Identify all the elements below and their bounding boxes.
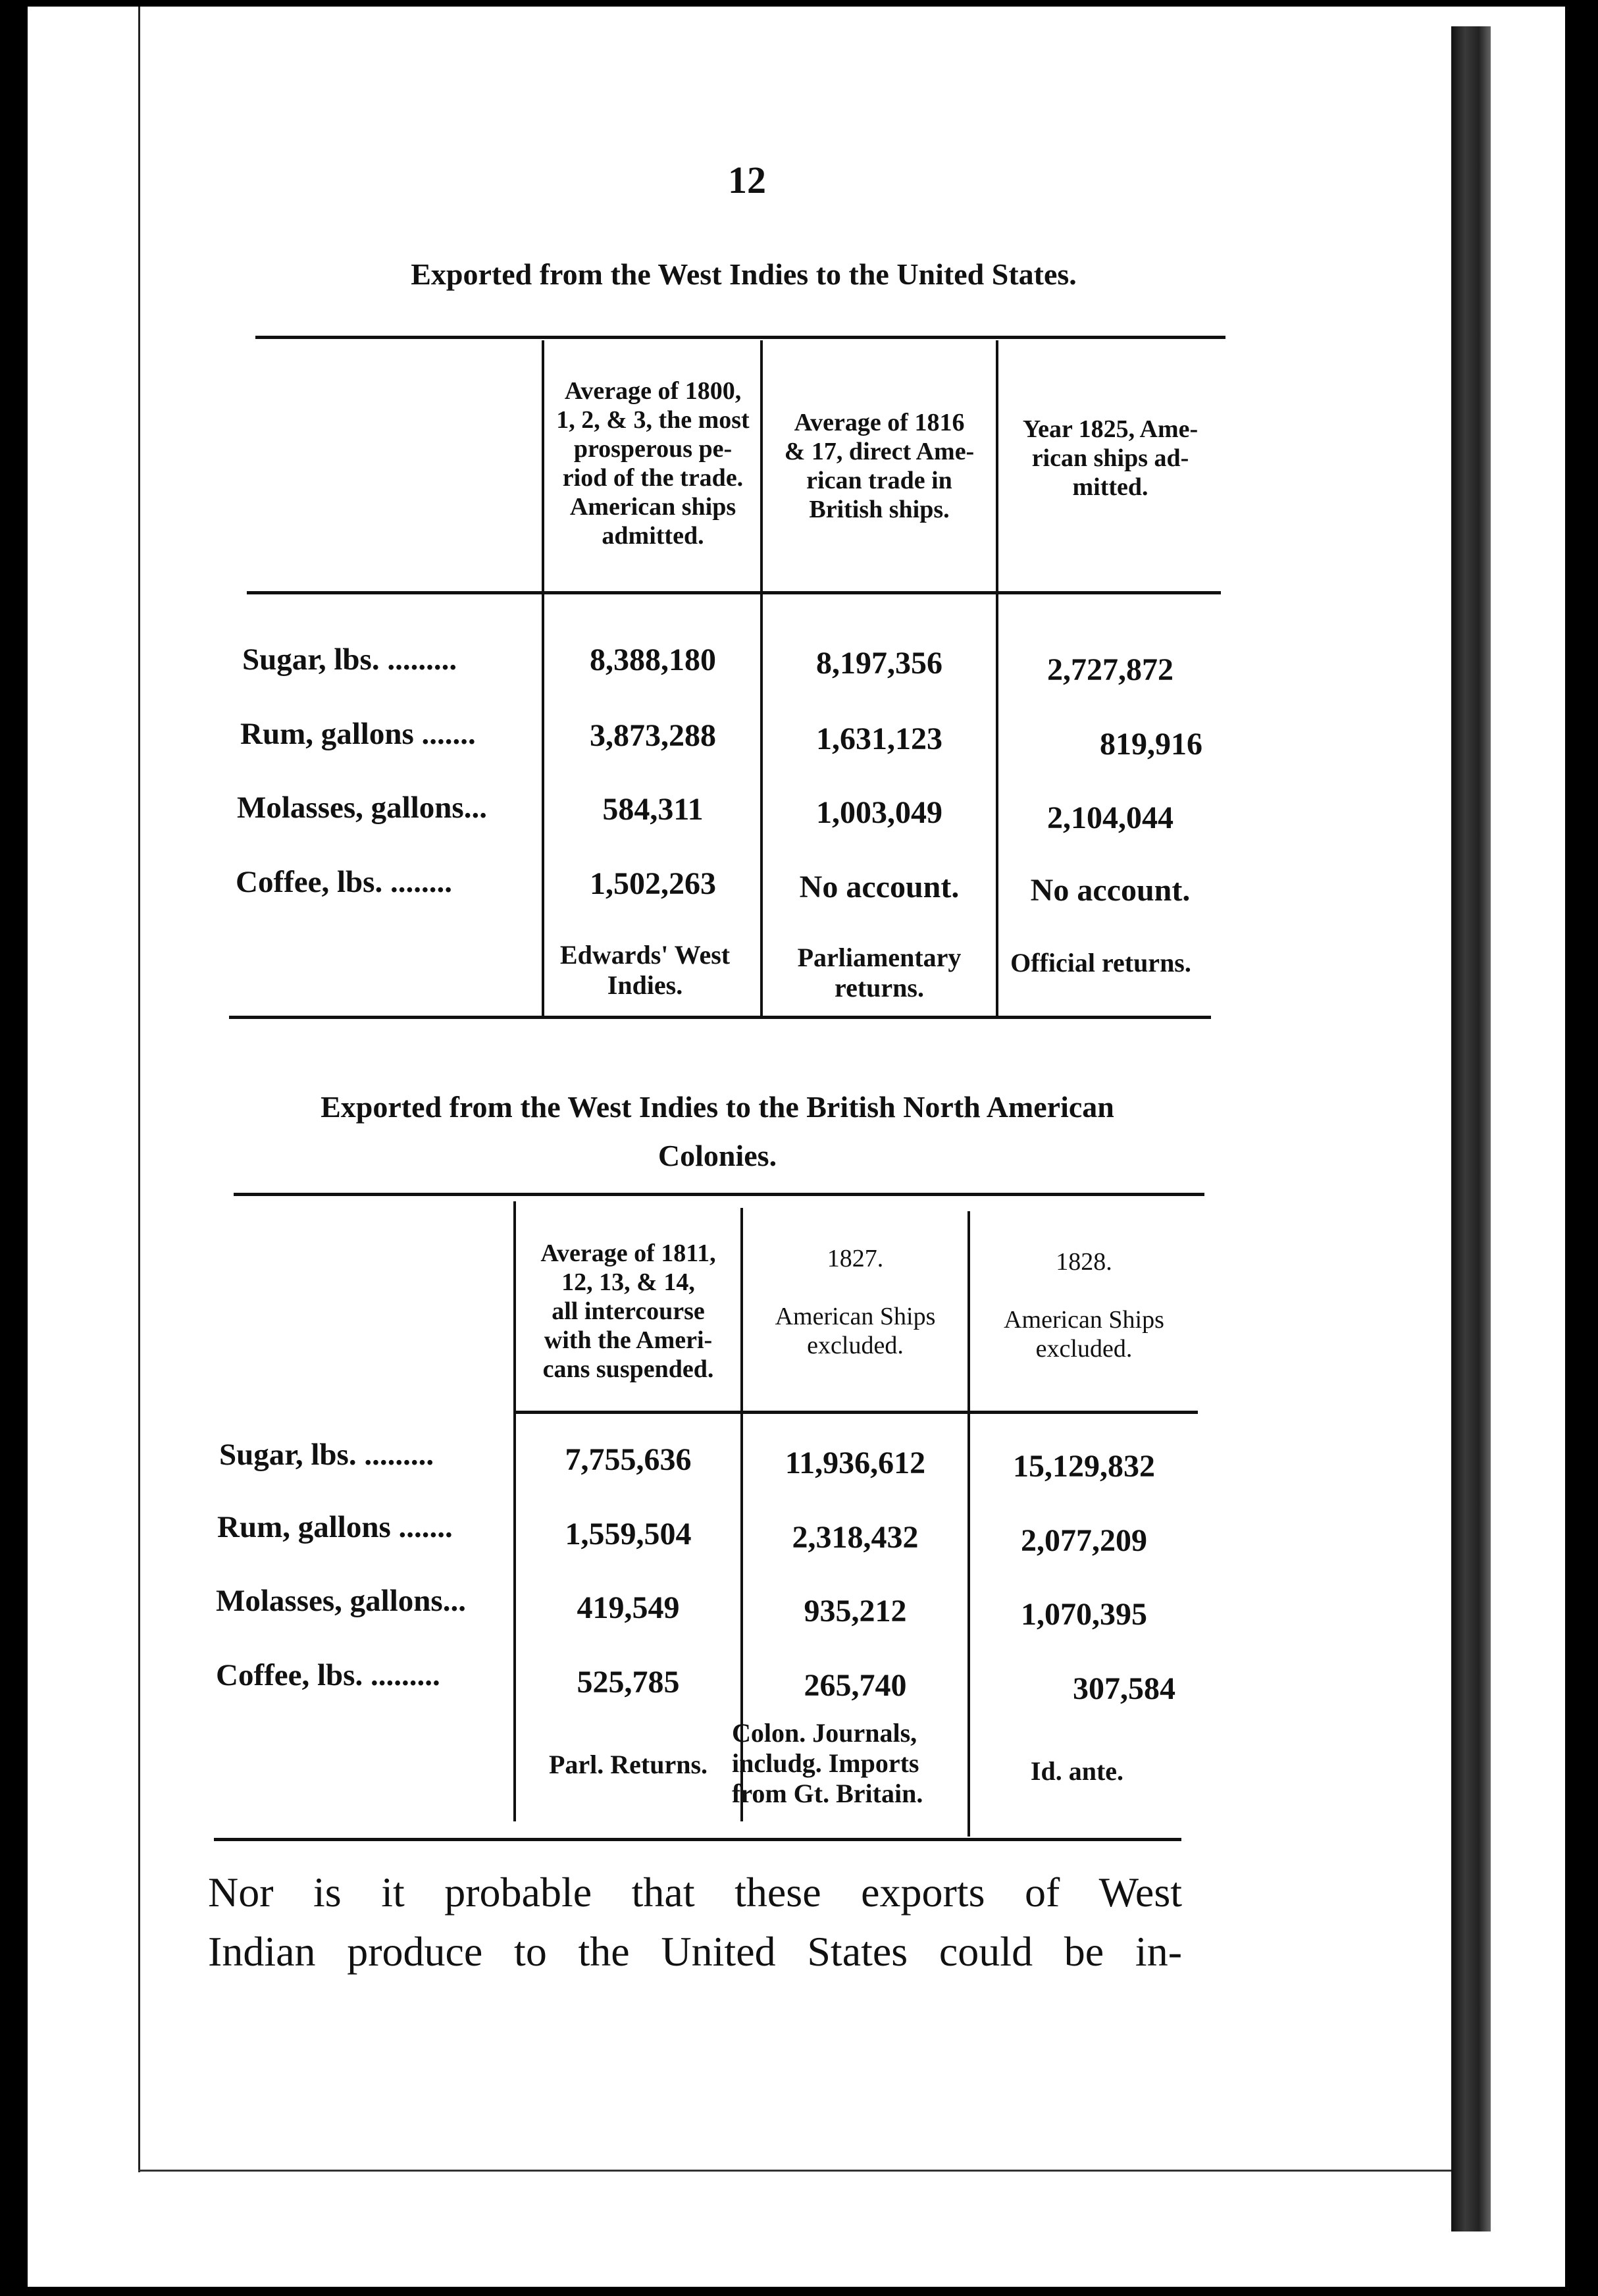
table1-source-col2 [763,943,996,1003]
table2-bottom-rule [214,1838,1181,1841]
table1-cell: 1,502,263 [590,866,716,901]
table2-title-line: Colonies. [657,1139,777,1172]
table1-bottom-rule [229,1016,1211,1019]
table2-cell: 265,740 [804,1668,907,1703]
table2-title [224,1083,1211,1180]
source-line: Parl. Returns. [548,1750,708,1779]
table1-row-label: Sugar, lbs. ......... [242,642,457,677]
table1-cell: 8,197,356 [816,646,942,681]
next-page-edge [1491,13,1565,2278]
table2-cell: 2,318,432 [792,1520,919,1555]
scan-border-right [1565,0,1598,2296]
table1-cell: No account. [1030,873,1191,908]
table2-cell: 15,129,832 [1013,1449,1155,1484]
source-line: Parliamentary [797,943,962,972]
table2-cell: 11,936,612 [785,1446,926,1480]
table2-row-label: Rum, gallons ....... [217,1510,453,1544]
source-line: Colon. Journals, [732,1718,917,1748]
source-line: Indies. [607,970,683,1000]
header-line: all intercourse [552,1297,705,1325]
header-year: 1827. [827,1245,884,1272]
table1-cell: 1,631,123 [816,721,942,756]
table1-title: Exported from the West Indies to the United States. [411,257,1077,291]
table2-cell: 307,584 [1073,1671,1175,1706]
table2-cell: 525,785 [577,1665,680,1700]
body-paragraph [208,1863,1182,1981]
table1-cell: 8,388,180 [590,642,716,677]
table2-row-label: Sugar, lbs. ......... [219,1438,434,1472]
header-line: 12, 13, & 14, [561,1268,695,1296]
table1-header-col1 [544,377,761,550]
table2-header-col3 [970,1247,1198,1363]
body-line: Nor is it probable that these exports of West [208,1869,1182,1916]
header-line: excluded. [1035,1335,1133,1363]
header-line: prosperous pe- [573,435,733,463]
table2-source-col1 [516,1750,740,1780]
table1-cell: 819,916 [1100,727,1202,762]
header-line: Average of 1811, [540,1239,716,1267]
table1-header-col2 [763,408,996,524]
scan-border-bottom [0,2287,1598,2296]
source-line: includg. Imports [732,1748,919,1778]
book-binding [1451,26,1491,2231]
source-line: from Gt. Britain. [732,1779,923,1808]
header-line: American Ships [775,1303,936,1330]
header-line: mitted. [1072,473,1148,501]
table1-row-label: Molasses, gallons... [237,791,487,825]
table1-source-col3 [987,948,1214,978]
header-line: American Ships [1004,1306,1164,1334]
table2-cell: 419,549 [577,1590,680,1625]
table2-cell: 1,559,504 [565,1517,692,1552]
body-line: Indian produce to the United States could be in- [208,1928,1182,1975]
table1-row-label: Coffee, lbs. ........ [236,865,452,899]
table2-header-rule [513,1411,1198,1414]
table1-cell: 3,873,288 [590,718,716,753]
table1-row-label: Rum, gallons ....... [240,717,476,751]
header-line: excluded. [807,1332,904,1359]
header-line: with the Ameri- [544,1326,713,1354]
header-line: riod of the trade. [562,464,744,492]
table2-cell: 935,212 [804,1594,907,1629]
header-spacer [743,1273,967,1302]
table2-header-col2 [743,1244,967,1360]
table1-top-rule [255,336,1225,339]
table2-top-rule [234,1193,1204,1196]
header-year: 1828. [1056,1248,1112,1276]
table2-source-col3 [970,1756,1184,1787]
table2-row-label: Molasses, gallons... [216,1584,466,1618]
page-left-edge [138,7,140,2172]
table2-header-col1 [516,1239,740,1384]
header-line: Year 1825, Ame- [1022,415,1198,443]
source-line: Id. ante. [1030,1756,1124,1786]
table2-title-line: Exported from the West Indies to the British North American [321,1090,1114,1124]
table2-cell: 7,755,636 [565,1442,692,1477]
source-line: returns. [835,973,924,1003]
table1-cell: 1,003,049 [816,795,942,830]
table1-header-rule [247,591,1221,594]
table1-cell: 584,311 [602,792,704,827]
table2-cell: 2,077,209 [1021,1523,1147,1558]
header-line: Average of 1816 [794,409,965,436]
header-line: & 17, direct Ame- [784,438,975,465]
table1-cell: 2,727,872 [1047,652,1173,687]
scan-border-left [0,0,28,2296]
header-line: Average of 1800, [564,377,742,405]
header-line: cans suspended. [542,1355,714,1383]
table1-source-col1 [530,940,760,1001]
page-bottom-edge [138,2170,1451,2172]
header-line: 1, 2, & 3, the most [556,406,750,434]
table1-header-col3 [998,415,1222,502]
table1-cell: 2,104,044 [1047,800,1173,835]
table2-cell: 1,070,395 [1021,1597,1147,1632]
table1-cell: No account. [799,870,960,904]
header-line: British ships. [809,496,950,523]
source-line: Edwards' West [559,940,731,970]
header-line: rican ships ad- [1031,444,1189,472]
page-number: 12 [728,159,766,201]
table2-source-col2 [732,1718,967,1809]
source-line: Official returns. [1010,948,1191,978]
header-line: admitted. [602,522,704,550]
scan-border-top [0,0,1598,7]
header-line: rican trade in [806,467,952,494]
header-spacer [970,1276,1198,1305]
table2-row-label: Coffee, lbs. ......... [216,1658,440,1692]
header-line: American ships [569,493,736,521]
